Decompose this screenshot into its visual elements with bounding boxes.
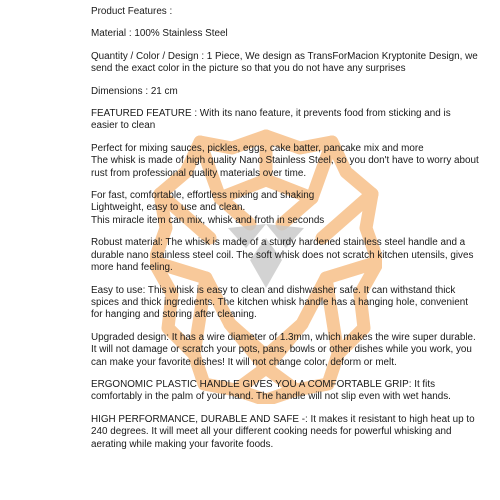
robust-material-text: Robust material: The whisk is made of a sturdy hardened stainless steel handle and a durable nano stainless steel coil. The soft whisk does not scratch kitchen utensils, gives more hand feeling. [91,237,474,274]
performance-text: HIGH PERFORMANCE, DURABLE AND SAFE -: It makes it resistant to high heat up to 240 degrees. It will meet all your different cooking needs for powerful whisking and aerating while making your favorite foods. [91,413,475,450]
easy-to-use-text: Easy to use: This whisk is easy to clean and dishwasher safe. It can withstand thick spices and thick ingredients. The kitchen whisk handle has a hanging hole, convenient for hanging and storing after cleaning. [91,284,468,321]
usage-text: Perfect for mixing sauces, pickles, eggs, cake batter, pancake mix and more The whisk is made of high quality Nano Stainless Steel, so you don't have to worry about rust from professional quality materials over time. [91,142,479,179]
section-heading: Product Features : [91,6,173,17]
material-text: Material : 100% Stainless Steel [91,28,228,40]
featured-feature-text: FEATURED FEATURE : With its nano feature, it prevents food from sticking and is easier to clean [91,108,451,132]
dimensions-text: Dimensions : 21 cm [91,85,178,97]
upgraded-design-text: Upgraded design: It has a wire diameter of 1.3mm, which makes the wire super durable. It will not damage or scratch your pots, pans, bowls or other dishes while you work, you can make your favorite dishes! It will not change color, deform or melt. [91,331,476,368]
ergonomic-handle-text: ERGONOMIC PLASTIC HANDLE GIVES YOU A COMFORTABLE GRIP: It fits comfortably in the palm of your hand. The handle will not slip even with wet hands. [91,378,451,403]
benefits-text: For fast, comfortable, effortless mixing and shaking Lightweight, easy to use and clean. This miracle item can mix, whisk and froth in seconds [91,190,325,226]
quantity-design-text: Quantity / Color / Design : 1 Piece, We design as TransForMacion Kryptonite Design, we send the exact color in the picture so that you do not have any surprises [91,50,478,75]
